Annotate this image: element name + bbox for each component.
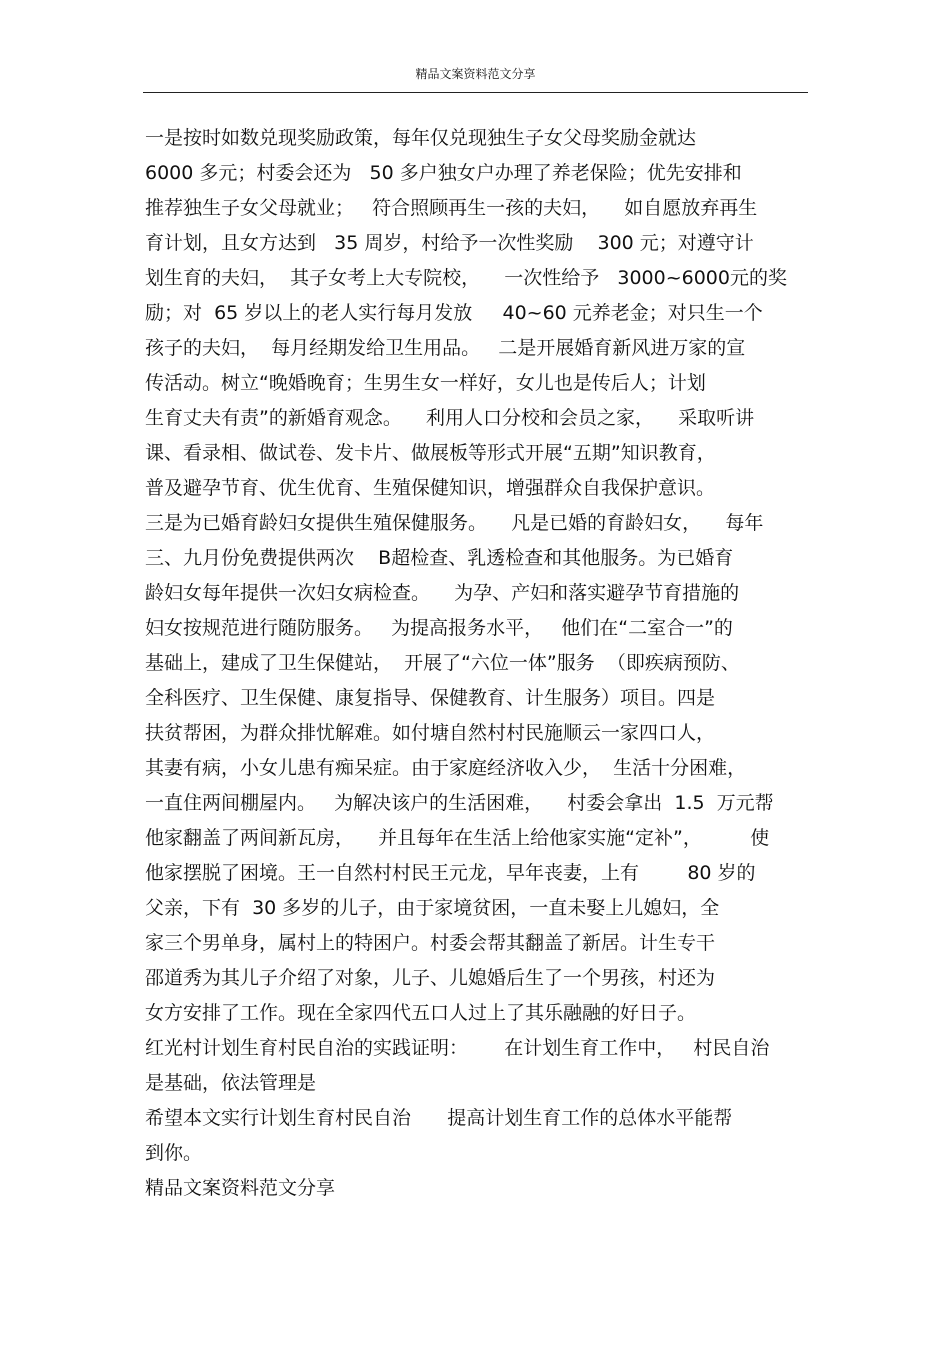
body-line: 到你。 bbox=[145, 1142, 203, 1164]
body-line: 6000 多元；村委会还为 50 多户独女户办理了养老保险；优先安排和 bbox=[145, 162, 742, 184]
body-line: 生育丈夫有责”的新婚育观念。 利用人口分校和会员之家， 采取听讲 bbox=[145, 407, 755, 429]
body-line: 妇女按规范进行随防服务。 为提高报务水平， 他们在“二室合一”的 bbox=[145, 617, 733, 639]
body-line: 一是按时如数兑现奖励政策，每年仅兑现独生子女父母奖励金就达 bbox=[145, 127, 697, 149]
body-line: 希望本文实行计划生育村民自治 提高计划生育工作的总体水平能帮 bbox=[145, 1107, 733, 1129]
body-line: 孩子的夫妇， 每月经期发给卫生用品。 二是开展婚育新风进万家的宣 bbox=[145, 337, 746, 359]
body-line: 全科医疗、卫生保健、康复指导、保健教育、计生服务）项目。四是 bbox=[145, 687, 716, 709]
body-line: 基础上，建成了卫生保健站， 开展了“六位一体”服务 （即疾病预防、 bbox=[145, 652, 740, 674]
body-line: 一直住两间棚屋内。 为解决该户的生活困难， 村委会拿出 1.5 万元帮 bbox=[145, 792, 774, 814]
body-line: 传活动。树立“晚婚晚育；生男生女一样好，女儿也是传后人；计划 bbox=[145, 372, 706, 394]
body-line: 三是为已婚育龄妇女提供生殖保健服务。 凡是已婚的育龄妇女， 每年 bbox=[145, 512, 764, 534]
body-line: 他家翻盖了两间新瓦房， 并且每年在生活上给他家实施“定补”， 使 bbox=[145, 827, 770, 849]
footer-text: 精品文案资料范文分享 bbox=[145, 1177, 336, 1199]
body-line: 育计划，且女方达到 35 周岁，村给予一次性奖励 300 元；对遵守计 bbox=[145, 232, 754, 254]
body-line: 普及避孕节育、优生优育、生殖保健知识，增强群众自我保护意识。 bbox=[145, 477, 716, 499]
body-line: 父亲，下有 30 多岁的儿子，由于家境贫困，一直未娶上儿媳妇，全 bbox=[145, 897, 720, 919]
body-line: 划生育的夫妇， 其子女考上大专院校， 一次性给予 3000~6000元的奖 bbox=[145, 267, 787, 289]
page-header-title: 精品文案资料范文分享 bbox=[415, 67, 536, 81]
body-line: 女方安排了工作。现在全家四代五口人过上了其乐融融的好日子。 bbox=[145, 1002, 697, 1024]
body-line: 是基础，依法管理是 bbox=[145, 1072, 317, 1094]
body-line: 邵道秀为其儿子介绍了对象，儿子、儿媳婚后生了一个男孩，村还为 bbox=[145, 967, 716, 989]
body-line: 扶贫帮困，为群众排忧解难。如付塘自然村村民施顺云一家四口人， bbox=[145, 722, 716, 744]
body-line: 他家摆脱了困境。王一自然村村民王元龙，早年丧妻，上有 80 岁的 bbox=[145, 862, 756, 884]
body-line: 其妻有病，小女儿患有痴呆症。由于家庭经济收入少， 生活十分困难， bbox=[145, 757, 747, 779]
body-line: 红光村计划生育村民自治的实践证明： 在计划生育工作中， 村民自治 bbox=[145, 1037, 770, 1059]
body-line: 家三个男单身，属村上的特困户。村委会帮其翻盖了新居。计生专干 bbox=[145, 932, 716, 954]
body-line: 励；对 65 岁以上的老人实行每月发放 40~60 元养老金；对只生一个 bbox=[145, 302, 763, 324]
body-line: 课、看录相、做试卷、发卡片、做展板等形式开展“五期”知识教育， bbox=[145, 442, 716, 464]
body-line: 推荐独生子女父母就业； 符合照顾再生一孩的夫妇， 如自愿放弃再生 bbox=[145, 197, 758, 219]
document-body bbox=[145, 121, 825, 1206]
header-divider bbox=[143, 92, 808, 93]
body-line: 龄妇女每年提供一次妇女病检查。 为孕、产妇和落实避孕节育措施的 bbox=[145, 582, 740, 604]
body-line: 三、九月份免费提供两次 B超检查、乳透检查和其他服务。为已婚育 bbox=[145, 547, 734, 569]
